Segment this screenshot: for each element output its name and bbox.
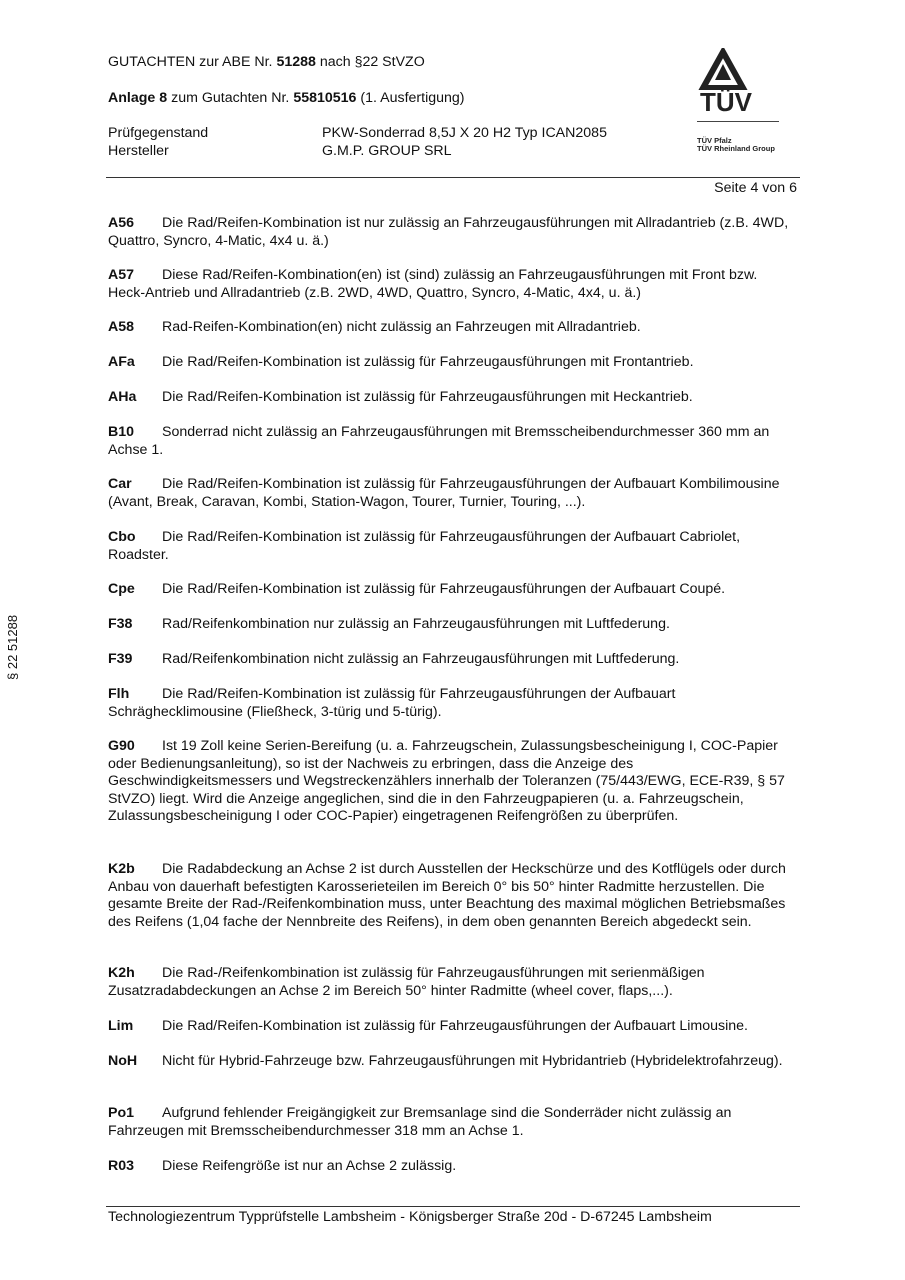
condition-code: R03 [108,1158,135,1174]
page-number: Seite 4 von 6 [714,180,797,196]
anlage-suffix: (1. Ausfertigung) [360,90,465,106]
hersteller-label: Hersteller [108,143,169,159]
gutachten-number: 55810516 [293,90,357,106]
condition-item [108,1053,798,1071]
condition-item [108,651,798,669]
condition-code: A58 [108,319,135,335]
condition-item [108,686,798,721]
condition-code: AFa [108,354,135,370]
condition-text: Die Rad-/Reifenkombination ist zulässig für Fahrzeugausführungen mit serienmäßigen Zusatzradabdeckungen an Achse 2 im Bereich 50° hinter Radmitte (wheel cover, flaps,...). [108,965,705,999]
condition-text: Aufgrund fehlender Freigängigkeit zur Bremsanlage sind die Sonderräder nicht zulässig an Fahrzeugen mit Bremsscheibendurchmesser 318 mm an Achse 1. [108,1105,732,1139]
condition-text: Die Radabdeckung an Achse 2 ist durch Ausstellen der Heckschürze und des Kotflügels oder durch Anbau von dauerhaft befestigten Karosserieteilen im Bereich 0° bis 50° hinter Radmitte herzustellen. Die gesamte Breite der Rad-/Reifenkombination muss, unter Beachtung des maximal möglichen Betriebsmaßes des Reifens (1,04 fache der Nennbreite des Reifens), in dem oben genannten Bereich abgedeckt sein. [108,861,786,930]
condition-item [108,861,798,931]
tuv-logo [693,48,785,158]
abe-number: 51288 [276,54,316,70]
tuv-triangle-icon [693,48,785,90]
condition-text: Die Rad/Reifen-Kombination ist zulässig für Fahrzeugausführungen der Aufbauart Coupé. [162,581,726,597]
condition-text: Die Rad/Reifen-Kombination ist zulässig für Fahrzeugausführungen mit Frontantrieb. [162,354,694,370]
condition-code: Car [108,476,132,492]
condition-code: F39 [108,651,133,667]
condition-item [108,581,798,599]
anlage-label: Anlage 8 [108,90,168,106]
condition-text: Die Rad/Reifen-Kombination ist nur zulässig an Fahrzeugausführungen mit Allradantrieb (z.B. 4WD, Quattro, Syncro, 4-Matic, 4x4 u. ä.) [108,215,789,249]
logo-divider [697,121,779,122]
condition-item [108,215,798,250]
condition-code: G90 [108,738,135,754]
footer-divider [106,1206,800,1207]
logo-wordmark: TÜV [700,87,752,117]
condition-text: Die Rad/Reifen-Kombination ist zulässig für Fahrzeugausführungen der Aufbauart Limousine. [162,1018,748,1034]
condition-code: A56 [108,215,135,231]
title-prefix: GUTACHTEN zur ABE Nr. [108,54,273,70]
condition-code: A57 [108,267,135,283]
condition-item [108,354,798,372]
anlage-mid: zum Gutachten Nr. [171,90,290,106]
condition-code: B10 [108,424,135,440]
condition-code: K2b [108,861,135,877]
condition-item [108,1105,798,1140]
condition-code: Flh [108,686,130,702]
header-divider [106,177,800,178]
condition-text: Nicht für Hybrid-Fahrzeuge bzw. Fahrzeugausführungen mit Hybridantrieb (Hybridelektrofahrzeug). [162,1053,783,1069]
condition-item [108,1018,798,1036]
condition-item [108,476,798,511]
condition-code: NoH [108,1053,138,1069]
condition-code: K2h [108,965,135,981]
condition-item [108,1158,798,1176]
condition-text: Rad/Reifenkombination nur zulässig an Fahrzeugausführungen mit Luftfederung. [162,616,670,632]
logo-subtitle-2: TÜV Rheinland Group [697,144,775,153]
condition-item [108,616,798,634]
condition-item [108,267,798,302]
condition-item [108,965,798,1000]
logo-subtitle-1: TÜV Pfalz [697,136,732,145]
condition-text: Rad-Reifen-Kombination(en) nicht zulässig an Fahrzeugen mit Allradantrieb. [162,319,641,335]
condition-code: F38 [108,616,133,632]
condition-code: Lim [108,1018,134,1034]
side-margin-mark [2,600,20,690]
condition-code: Po1 [108,1105,135,1121]
anlage-line [108,90,465,108]
condition-text: Die Rad/Reifen-Kombination ist zulässig für Fahrzeugausführungen der Aufbauart Cabriolet, Roadster. [108,529,741,563]
condition-item [108,529,798,564]
side-margin-text: § 22 51288 [5,614,20,680]
footer-address: Technologiezentrum Typprüfstelle Lambsheim - Königsberger Straße 20d - D-67245 Lambsheim [108,1209,712,1225]
pruefgegenstand-label: Prüfgegenstand [108,125,209,141]
condition-item [108,424,798,459]
condition-text: Rad/Reifenkombination nicht zulässig an Fahrzeugausführungen mit Luftfederung. [162,651,680,667]
document-title [108,54,425,72]
condition-text: Sonderrad nicht zulässig an Fahrzeugausführungen mit Bremsscheibendurchmesser 360 mm an Achse 1. [108,424,770,458]
title-suffix: nach §22 StVZO [319,54,425,70]
condition-code: Cpe [108,581,135,597]
condition-code: AHa [108,389,137,405]
condition-text: Die Rad/Reifen-Kombination ist zulässig für Fahrzeugausführungen mit Heckantrieb. [162,389,693,405]
condition-text: Ist 19 Zoll keine Serien-Bereifung (u. a. Fahrzeugschein, Zulassungsbescheinigung I, COC-Papier oder Bedienungsanleitung), so ist der Nachweis zu erbringen, dass die Anzeige des Geschwindigkeitsmessers und Wegstreckenzählers innerhalb der Toleranzen (75/443/EWG, ECE-R39, § 57 StVZO) liegt. Wird die Anzeige angeglichen, sind die in den Fahrzeugpapieren (u. a. Fahrzeugschein, Zulassungsbescheinigung I oder COC-Papier) eingetragenen Reifengrößen zu überprüfen. [108,738,785,825]
hersteller-value: G.M.P. GROUP SRL [322,143,452,159]
condition-text: Die Rad/Reifen-Kombination ist zulässig für Fahrzeugausführungen der Aufbauart Kombilimousine (Avant, Break, Caravan, Kombi, Station-Wagon, Tourer, Turnier, Touring, ...). [108,476,780,510]
condition-item [108,738,798,826]
condition-text: Diese Reifengröße ist nur an Achse 2 zulässig. [162,1158,457,1174]
condition-text: Diese Rad/Reifen-Kombination(en) ist (sind) zulässig an Fahrzeugausführungen mit Front bzw. Heck-Antrieb und Allradantrieb (z.B. 2WD, 4WD, Quattro, Syncro, 4-Matic, 4x4, u. ä.) [108,267,758,301]
condition-code: Cbo [108,529,136,545]
pruefgegenstand-value: PKW-Sonderrad 8,5J X 20 H2 Typ ICAN2085 [322,125,607,141]
condition-item [108,389,798,407]
condition-text: Die Rad/Reifen-Kombination ist zulässig für Fahrzeugausführungen der Aufbauart Schräghecklimousine (Fließheck, 3-türig und 5-türig). [108,686,676,720]
condition-item [108,319,798,337]
